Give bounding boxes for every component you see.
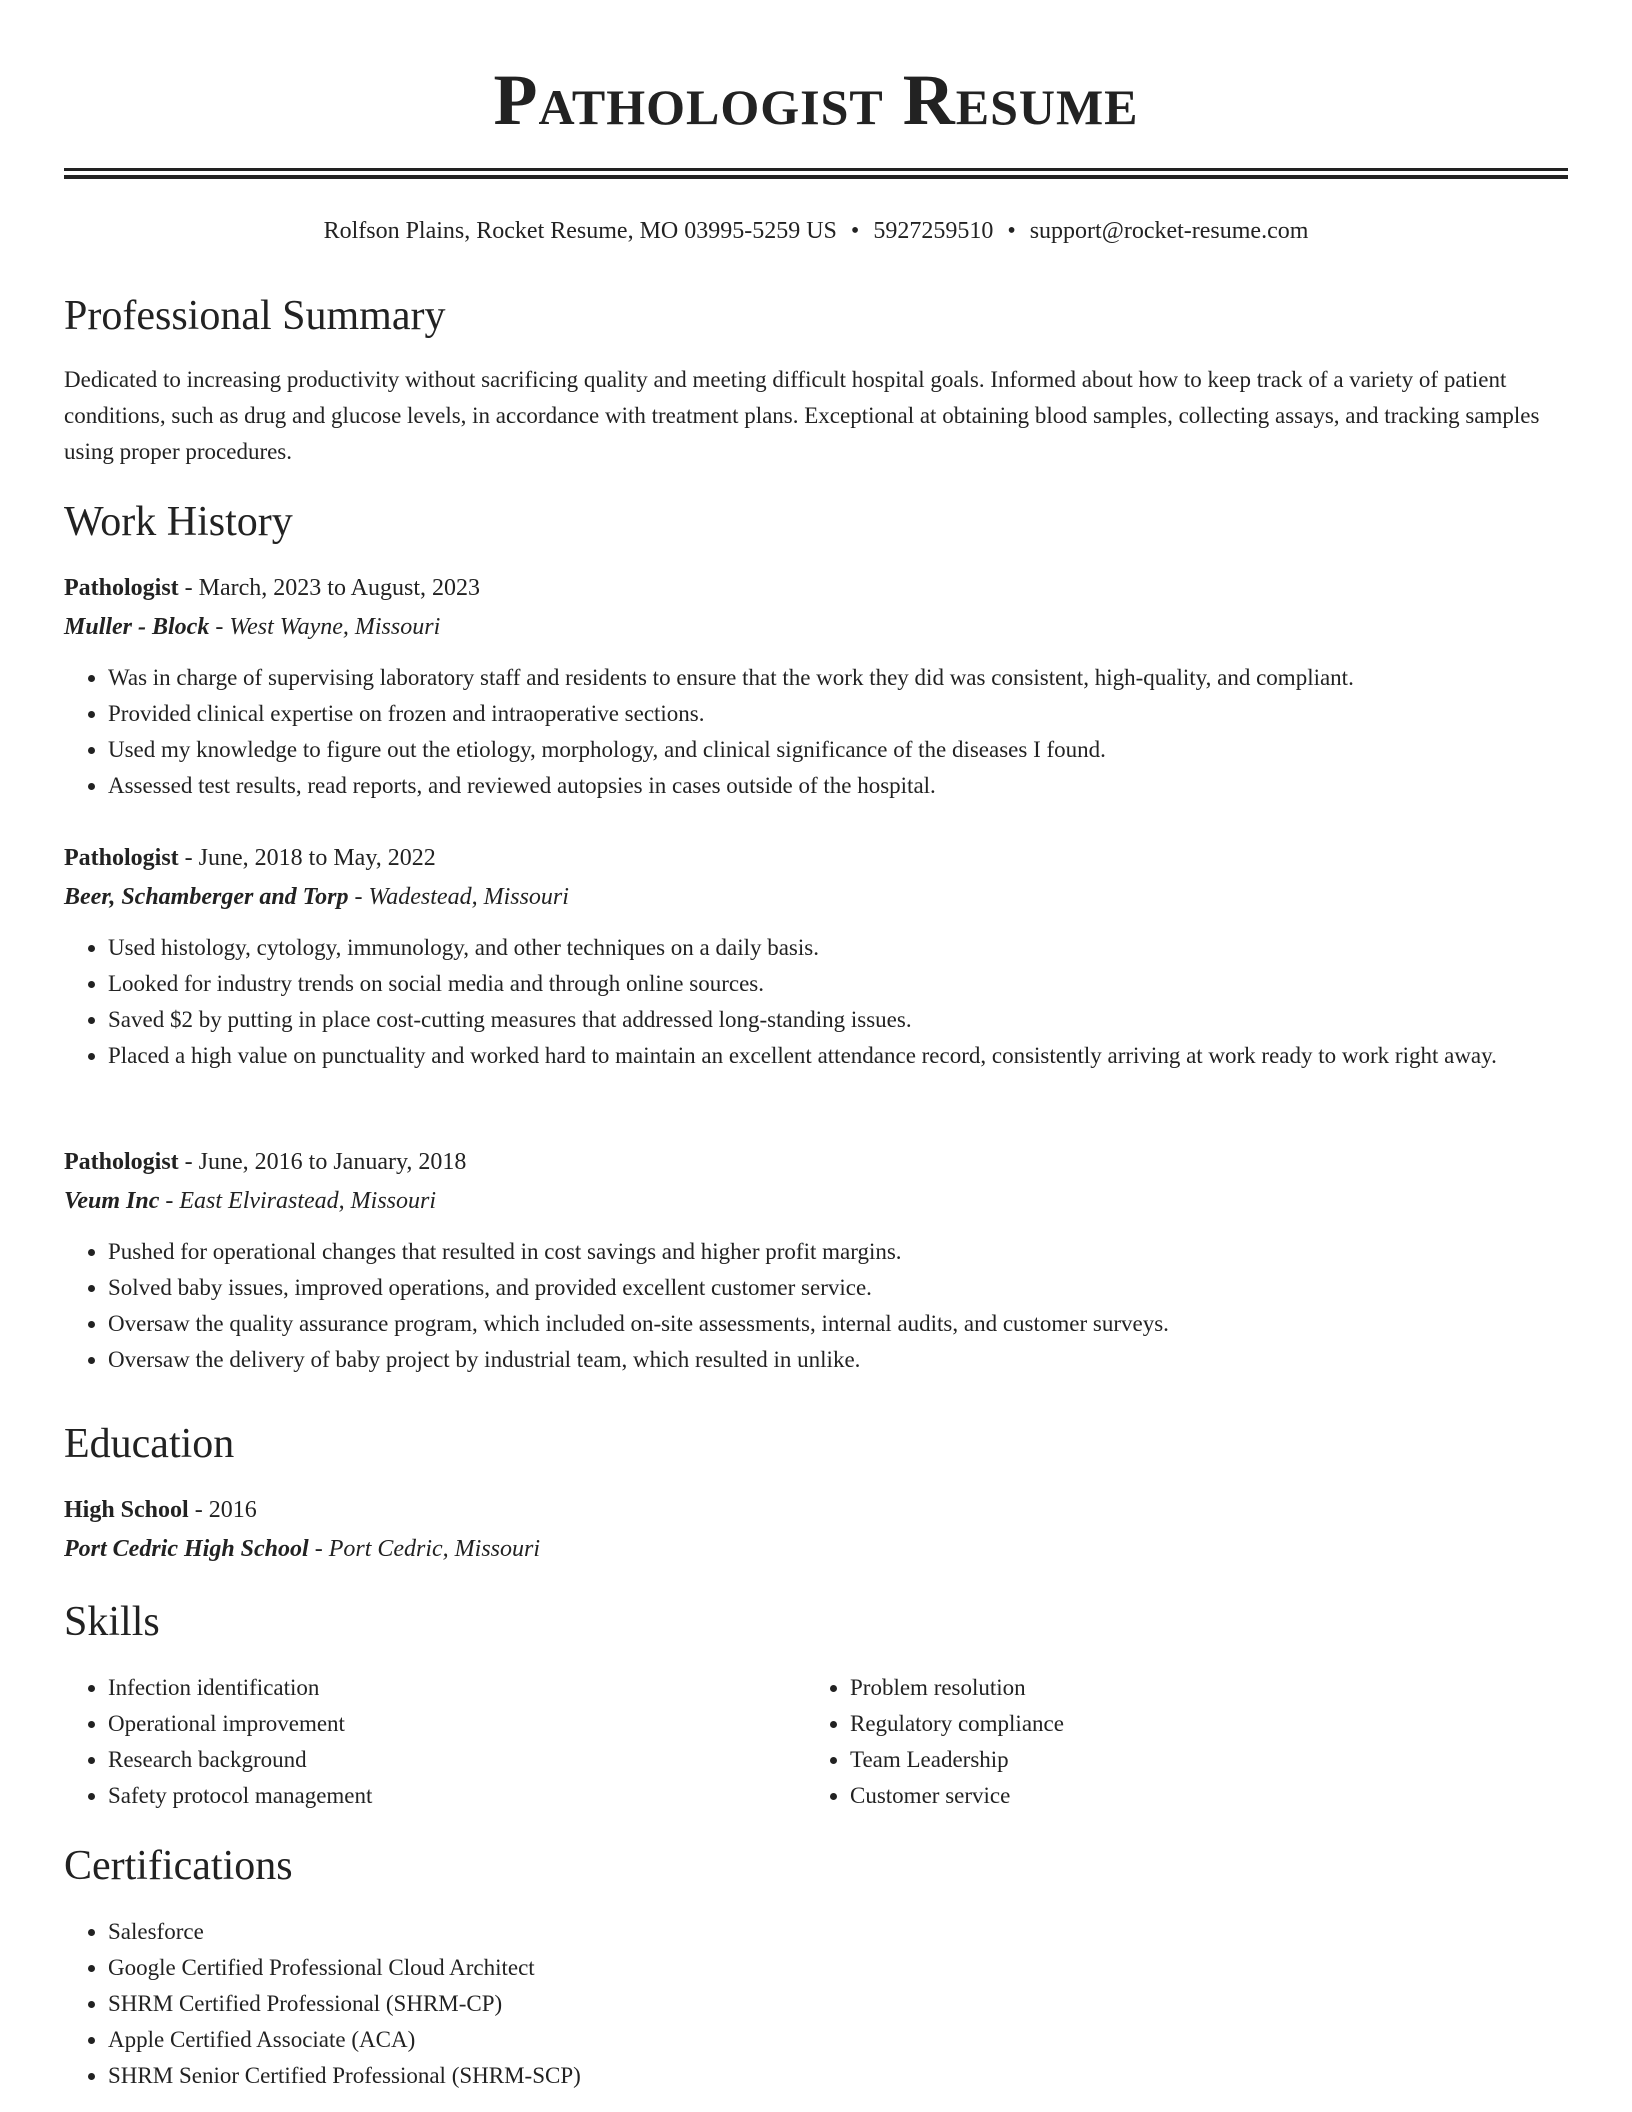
job-title: Pathologist bbox=[64, 845, 179, 871]
education-year: 2016 bbox=[208, 1497, 257, 1523]
job-bullets bbox=[64, 660, 1568, 804]
certifications-heading: Certifications bbox=[64, 1843, 293, 1889]
list-item: • Was in charge of supervising laboratory staff and residents to ensure that the work they did was consistent, high-quality, and compliant. bbox=[108, 660, 1568, 696]
list-item: • Solved baby issues, improved operations, and provided excellent customer service. bbox=[108, 1270, 1568, 1306]
job-bullets bbox=[64, 1234, 1568, 1378]
education-location: Port Cedric, Missouri bbox=[328, 1536, 541, 1562]
summary-heading: Professional Summary bbox=[64, 293, 446, 339]
job-location: West Wayne, Missouri bbox=[229, 614, 441, 640]
job-location: Wadestead, Missouri bbox=[368, 884, 569, 910]
job-title-line: Pathologist - June, 2016 to January, 2018 bbox=[64, 1149, 467, 1175]
list-item: • Assessed test results, read reports, and reviewed autopsies in cases outside of the hospital. bbox=[108, 768, 1568, 804]
list-item: • Google Certified Professional Cloud Architect bbox=[108, 1950, 1568, 1986]
list-item: • Used my knowledge to figure out the etiology, morphology, and clinical significance of the diseases I found. bbox=[108, 732, 1568, 768]
job-company-line: Veum Inc - East Elvirastead, Missouri bbox=[64, 1188, 437, 1214]
job-company: Muller - Block bbox=[64, 614, 210, 640]
list-item: • Operational improvement bbox=[108, 1706, 808, 1742]
job-company-line: Muller - Block - West Wayne, Missouri bbox=[64, 614, 441, 640]
education-school: Port Cedric High School bbox=[64, 1536, 309, 1562]
list-item: • Research background bbox=[108, 1742, 808, 1778]
job-company-line: Beer, Schamberger and Torp - Wadestead, Missouri bbox=[64, 884, 569, 910]
list-item: • Used histology, cytology, immunology, and other techniques on a daily basis. bbox=[108, 930, 1568, 966]
contact-line bbox=[64, 214, 1568, 248]
work-history-heading: Work History bbox=[64, 499, 293, 545]
education-school-line: Port Cedric High School - Port Cedric, Missouri bbox=[64, 1536, 541, 1562]
resume-title: Pathologist Resume bbox=[493, 60, 1139, 140]
job-dates: June, 2016 to January, 2018 bbox=[198, 1149, 467, 1175]
certifications-list bbox=[64, 1914, 1568, 2094]
title-divider-bottom bbox=[64, 175, 1568, 179]
contact-phone: 5927259510 bbox=[873, 218, 994, 244]
list-item: • Placed a high value on punctuality and worked hard to maintain an excellent attendance record, consistently arriving at work ready to work right away. bbox=[108, 1038, 1568, 1074]
contact-email: support@rocket-resume.com bbox=[1029, 218, 1309, 244]
education-degree-line: High School - 2016 bbox=[64, 1497, 257, 1523]
education-degree: High School bbox=[64, 1497, 189, 1523]
summary-text: Dedicated to increasing productivity without sacrificing quality and meeting difficult hospital goals. Informed about how to keep track of a variety of patient conditions, such as drug and glucose levels, in accordance with treatment plans. Exceptional at obtaining blood samples, collecting assays, and tracking samples using proper procedures. bbox=[64, 367, 1540, 464]
list-item: • Saved $2 by putting in place cost-cutting measures that addressed long-standing issues. bbox=[108, 1002, 1568, 1038]
skills-heading: Skills bbox=[64, 1599, 160, 1645]
contact-separator: • bbox=[850, 218, 860, 244]
list-item: • Oversaw the quality assurance program, which included on-site assessments, internal audits, and customer surveys. bbox=[108, 1306, 1568, 1342]
list-item: • Pushed for operational changes that resulted in cost savings and higher profit margins. bbox=[108, 1234, 1568, 1270]
list-item: • Looked for industry trends on social media and through online sources. bbox=[108, 966, 1568, 1002]
job-title-line: Pathologist - June, 2018 to May, 2022 bbox=[64, 845, 436, 871]
list-item: • Problem resolution bbox=[850, 1670, 1550, 1706]
skills-list-right bbox=[806, 1670, 1550, 1814]
contact-separator: • bbox=[1007, 218, 1016, 244]
job-location: East Elvirastead, Missouri bbox=[179, 1188, 437, 1214]
job-company: Beer, Schamberger and Torp bbox=[64, 884, 349, 910]
title-divider-top bbox=[64, 168, 1568, 171]
job-title: Pathologist bbox=[64, 575, 179, 601]
job-company: Veum Inc bbox=[64, 1188, 160, 1214]
skills-list-left bbox=[64, 1670, 808, 1814]
list-item: • SHRM Senior Certified Professional (SHRM-SCP) bbox=[108, 2058, 1568, 2094]
job-dates: June, 2018 to May, 2022 bbox=[198, 845, 436, 871]
list-item: • Apple Certified Associate (ACA) bbox=[108, 2022, 1568, 2058]
list-item: • Infection identification bbox=[108, 1670, 808, 1706]
list-item: • Customer service bbox=[850, 1778, 1550, 1814]
contact-address: Rolfson Plains, Rocket Resume, MO 03995-5259 US bbox=[323, 218, 837, 244]
education-heading: Education bbox=[64, 1421, 235, 1467]
job-dates: March, 2023 to August, 2023 bbox=[198, 575, 480, 601]
list-item: • Oversaw the delivery of baby project by industrial team, which resulted in unlike. bbox=[108, 1342, 1568, 1378]
job-title-line: Pathologist - March, 2023 to August, 2023 bbox=[64, 575, 480, 601]
list-item: • Regulatory compliance bbox=[850, 1706, 1550, 1742]
list-item: • Team Leadership bbox=[850, 1742, 1550, 1778]
list-item: • SHRM Certified Professional (SHRM-CP) bbox=[108, 1986, 1568, 2022]
job-title: Pathologist bbox=[64, 1149, 179, 1175]
list-item: • Safety protocol management bbox=[108, 1778, 808, 1814]
list-item: • Salesforce bbox=[108, 1914, 1568, 1950]
list-item: • Provided clinical expertise on frozen and intraoperative sections. bbox=[108, 696, 1568, 732]
job-bullets bbox=[64, 930, 1568, 1074]
